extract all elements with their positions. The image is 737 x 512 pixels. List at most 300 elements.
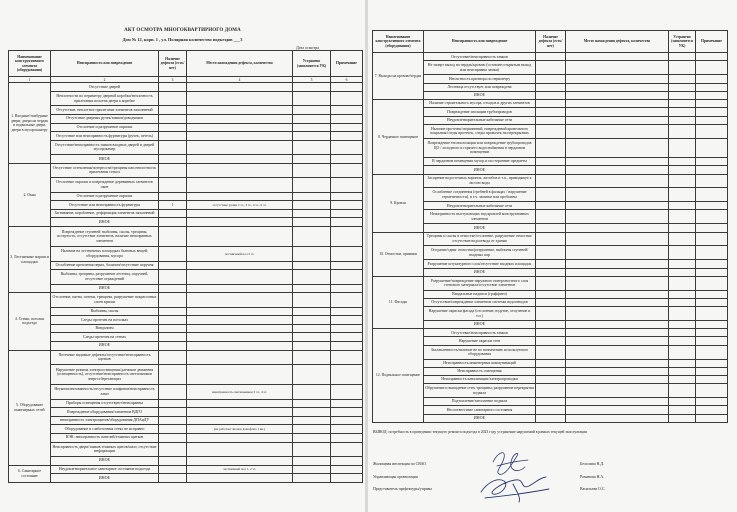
fixed-cell [669,210,696,224]
table-row [373,329,728,337]
conclusion-text: ВЫВОД: потребность в проведении текущего ремонта подъезда в 2023 году устранение нарушений в рамках текущей эксплуатации [373,430,588,434]
note-cell [331,474,363,483]
fixed-cell [669,298,696,306]
table-row [9,474,363,483]
defect-presence-cell [159,114,187,123]
fixed-cell [669,202,696,210]
table-row [9,284,363,293]
fixed-cell [669,91,696,99]
table-row [9,178,363,192]
fixed-cell [669,174,696,188]
section-label: 4. Стены, потолки подъезда [9,293,51,350]
note-cell [696,398,728,406]
fixed-cell [293,155,331,164]
defect-text: Потечные видимые дефекты/отсутствие/неисправность щитков [51,350,159,364]
defect-presence-cell [536,276,566,290]
defect-location-cell [566,268,669,276]
note-cell [696,320,728,328]
defect-location-cell: лестничный пол 5 эт. [187,247,293,261]
defect-text: Обрушение и выпадение стен, трещины, разрушение перекрытия подвала [424,384,536,398]
defect-presence-cell [536,210,566,224]
defect-location-cell [187,316,293,325]
defect-text: Разрушение/повреждение наружного поверхностного слоя стенового материала/отсутствие элементов [424,276,536,290]
note-cell [696,202,728,210]
defect-location-cell [566,398,669,406]
note-cell [331,226,363,246]
fixed-cell [293,270,331,284]
fixed-cell [293,192,331,201]
defect-location-cell: (не работает звонок домофона 1 кв.) [187,425,293,434]
other-defect-cell: ИНОЕ [51,284,159,293]
note-cell [331,270,363,284]
table-row [9,247,363,261]
defect-text: Неисправность канализации/электропроводки [424,376,536,384]
defect-presence-cell [536,124,566,138]
table-row [373,276,728,290]
defect-presence-cell [536,384,566,398]
inspection-table-right [372,30,728,423]
defect-presence-cell [159,284,187,293]
defect-text: Следы протечек на стенах [51,333,159,342]
note-cell [331,399,363,408]
defect-presence-cell [159,456,187,465]
header-defect: Неисправность или повреждение [51,51,159,77]
defect-location-cell [187,270,293,284]
defect-text: Засорение водосточных воронок, желобов и т.п., приводящее к застою воды [424,174,536,188]
fixed-cell [669,367,696,375]
defect-presence-cell [159,399,187,408]
defect-presence-cell [536,100,566,108]
defect-presence-cell [159,91,187,105]
defect-text: Отсутствие или неисправность фурнитуры (ручек, петель) [51,132,159,141]
note-cell [331,333,363,342]
defect-text: Неукомплектованность/отсутствие плафонов/неисправность ламп [51,385,159,399]
defect-text: Отсутствие остекления/потертости/трещины или неплотность прилегания стекол [51,163,159,177]
defect-presence-cell [536,61,566,75]
defect-location-cell [187,307,293,316]
fixed-cell [293,433,331,442]
note-cell [331,465,363,474]
table-row [9,140,363,154]
fixed-cell [669,329,696,337]
header-defect: Неисправность или повреждение [424,31,536,53]
table-row [9,307,363,316]
note-cell [331,324,363,333]
handwritten-signatures [473,448,553,504]
note-cell [696,337,728,345]
defect-location-cell [187,91,293,105]
fixed-cell [293,408,331,417]
header-location: Место нахождения дефекта, количество [187,51,293,77]
fixed-cell [293,226,331,246]
note-cell [696,276,728,290]
defect-text: Неудовлетворительное санитарное состояние подъезда [51,465,159,474]
defect-location-cell [187,474,293,483]
defect-presence-cell [536,202,566,210]
defect-text: Следы протечек на потолках [51,316,159,325]
fixed-cell [293,123,331,132]
note-cell [331,261,363,270]
defect-location-cell [187,192,293,201]
defect-location-cell [566,61,669,75]
defect-text: ВЭК: неисправность панелей/этажных щитков [51,433,159,442]
defect-presence-cell [536,376,566,384]
defect-text: Вандализм [51,324,159,333]
other-defect-cell: ИНОЕ [51,155,159,164]
defect-location-cell [566,298,669,306]
table-row [9,226,363,246]
defect-location-cell [187,155,293,164]
note-cell [331,408,363,417]
section-label: 5. Оборудование инженерных сетей [9,350,51,465]
header-presence: Наличие дефекта (есть/нет) [536,31,566,53]
fixed-cell [293,316,331,325]
table-row [373,414,728,422]
table-row [373,406,728,414]
note-cell [331,293,363,307]
defect-presence-cell [159,293,187,307]
defect-location-cell [566,166,669,174]
fixed-cell [669,166,696,174]
defect-text: Неисправность инженерных коммуникаций [424,359,536,367]
fixed-cell [293,442,331,456]
defect-presence-cell [159,416,187,425]
defect-location-cell [187,399,293,408]
header-fixed: Устранено (заполняется УК) [669,31,696,53]
table-row [373,83,728,91]
defect-presence-cell [159,155,187,164]
defect-location-cell [187,226,293,246]
defect-text: Неисправность освещения [424,367,536,375]
note-cell [331,385,363,399]
signatory-role: Жилищная инспекция по СВАО [373,462,427,466]
fixed-cell [669,320,696,328]
note-cell [331,316,363,325]
table-row [373,91,728,99]
table-row [373,232,728,246]
defect-location-cell [566,320,669,328]
defect-text: Захламленность/наличие не по назначению используемого оборудования [424,345,536,359]
note-cell [331,91,363,105]
defect-location-cell [566,108,669,116]
note-cell [331,178,363,192]
fixed-cell [669,376,696,384]
note-cell [696,268,728,276]
note-cell [696,406,728,414]
table-row [9,91,363,105]
other-defect-cell: ИНОЕ [51,341,159,350]
other-defect-cell: ИНОЕ [424,166,536,174]
document-subtitle: Дом № 12, корп. 1 , ул. Полярная количество подъездов ___3 [122,36,243,42]
note-cell [331,442,363,456]
table-row [373,100,728,108]
table-row [9,385,363,399]
defect-location-cell [566,414,669,422]
note-cell [696,91,728,99]
defect-presence-cell [159,218,187,227]
defect-presence-cell [159,341,187,350]
defect-location-cell [566,329,669,337]
table-row [373,116,728,124]
signature-1 [493,453,528,475]
note-cell [331,433,363,442]
defect-location-cell [566,260,669,268]
note-cell [696,124,728,138]
defect-presence-cell [536,398,566,406]
defect-location-cell [566,307,669,321]
fixed-cell [669,100,696,108]
header-presence: Наличие дефекта (есть/нет) [159,51,187,77]
defect-text: Неудовлетворительные кабельные сети [424,202,536,210]
table-row [373,384,728,398]
note-cell [331,350,363,364]
defect-text: Несоответствие санитарного состояния [424,406,536,414]
defect-presence-cell [159,474,187,483]
note-cell [331,192,363,201]
fixed-cell [669,337,696,345]
defect-presence-cell [536,337,566,345]
defect-location-cell [187,293,293,307]
defect-text: Наличие протечек/загрязнений, повреждений кровельного покрытия/следы протечек, следы промочек на перекрытиях [424,124,536,138]
page-right [368,0,737,512]
table-row [9,333,363,342]
defect-location-cell [187,261,293,270]
defect-presence-cell [159,106,187,115]
defect-location-cell [187,106,293,115]
fixed-cell [293,261,331,270]
fixed-cell [669,406,696,414]
note-cell [696,359,728,367]
defect-presence-cell [159,442,187,456]
signatory-name: Васильева О.С. [580,487,606,491]
section-label: 11. Фасады [373,276,424,328]
fixed-cell [669,359,696,367]
defect-location-cell [187,433,293,442]
defect-presence-cell [536,75,566,83]
defect-presence-cell [536,174,566,188]
column-number: 5 [293,77,331,83]
note-cell [696,83,728,91]
inspection-date-label: Дата осмотра [296,44,319,50]
note-cell [331,416,363,425]
note-cell [696,138,728,157]
defect-presence-cell [536,53,566,61]
fixed-cell [669,224,696,232]
defect-location-cell: неисправность светильников 3 эт., 4 эт. [187,385,293,399]
fixed-cell [669,398,696,406]
defect-location-cell [566,224,669,232]
other-defect-cell: ИНОЕ [424,320,536,328]
defect-presence-cell [536,406,566,414]
defect-location-cell [566,188,669,202]
document-title: АКТ ОСМОТРА МНОГОКВАРТИРНОГО ДОМА [124,28,241,33]
defect-location-cell [187,416,293,425]
note-cell [331,284,363,293]
table-row [373,174,728,188]
defect-location-cell [187,442,293,456]
note-cell [696,376,728,384]
note-cell [331,83,363,92]
note-cell [696,188,728,202]
defect-location-cell [566,345,669,359]
fixed-cell [293,474,331,483]
other-defect-cell: ИНОЕ [424,91,536,99]
table-row [373,359,728,367]
other-defect-cell: ИНОЕ [51,474,159,483]
column-number: 6 [331,77,363,83]
defect-location-cell [566,210,669,224]
fixed-cell [669,290,696,298]
table-row [373,224,728,232]
defect-presence-cell [536,290,566,298]
defect-presence-cell [159,83,187,92]
defect-location-cell [187,456,293,465]
note-cell [696,260,728,268]
defect-location-cell: отсутствие ручки 2 эт., 3 эт., 4 эт., 9 эт. [187,201,293,210]
defect-location-cell [187,364,293,384]
note-cell [696,384,728,398]
defect-text: Неудовлетворительные кабельные сети [424,116,536,124]
header-element: Наименование конструктивного элемента (оборудования) [373,31,424,53]
defect-presence-cell [536,188,566,202]
defect-presence-cell [536,138,566,157]
defect-location-cell [566,376,669,384]
defect-text: Отсутствие дверей [51,83,159,92]
defect-text: Отслоение, пятна, потеки, трещины, разрушение покрасочных слоев краски [51,293,159,307]
fixed-cell [293,178,331,192]
fixed-cell [669,276,696,290]
table-row [9,209,363,218]
note-cell [331,201,363,210]
defect-location-cell [566,83,669,91]
fixed-cell [293,163,331,177]
defect-location-cell [187,284,293,293]
note-cell [331,341,363,350]
defect-presence-cell [159,307,187,316]
table-row [373,75,728,83]
defect-presence-cell [536,246,566,260]
fixed-cell [293,247,331,261]
defect-text: Оседание/сдвиг отмостки/разрушение, выбоины ступеней/входных пар [424,246,536,260]
section-label: 12. Подвальное помещение [373,329,424,423]
table-row [9,408,363,417]
defect-location-cell [566,202,669,210]
signature-2 [481,477,549,502]
table-body-right [373,53,728,423]
table-row [373,158,728,166]
table-row [373,290,728,298]
table-row [373,376,728,384]
fixed-cell [293,114,331,123]
note-cell [696,158,728,166]
column-number: 3 [159,77,187,83]
other-defect-cell: ИНОЕ [424,224,536,232]
note-cell [696,53,728,61]
table-row [373,320,728,328]
defect-location-cell [566,276,669,290]
defect-text: Нарушение режима электроосвещения/датчиков движения (освещенность), отсутствие/неисправность светильников энергосберегающих [51,364,159,384]
defect-location-cell [187,140,293,154]
defect-presence-cell [536,307,566,321]
note-cell [696,224,728,232]
table-row [9,341,363,350]
fixed-cell [293,341,331,350]
table-row [9,163,363,177]
defect-presence-cell [159,123,187,132]
table-row [373,337,728,345]
note-cell [696,329,728,337]
fixed-cell [293,106,331,115]
fixed-cell [669,345,696,359]
defect-location-cell [187,341,293,350]
table-row [9,399,363,408]
other-defect-cell: ИНОЕ [424,268,536,276]
table-row [373,61,728,75]
defect-text: неисправность электрощитов/оборудования ДПАиДУ [51,416,159,425]
defect-presence-cell [159,465,187,474]
defect-presence-cell [159,350,187,364]
defect-presence-cell [536,260,566,268]
table-row [9,465,363,474]
fixed-cell [669,158,696,166]
defect-location-cell [566,174,669,188]
defect-text: Неисправность двери/замков этажных щитов/шахт, отсутствие информации [51,442,159,456]
fixed-cell [669,414,696,422]
defect-location-cell [187,209,293,218]
note-cell [331,140,363,154]
defect-presence-cell [159,209,187,218]
defect-text: Неисправность выступающих над кровлей конструктивных элементов [424,210,536,224]
defect-location-cell [187,324,293,333]
defect-presence-cell [536,232,566,246]
defect-presence-cell [159,324,187,333]
note-cell [696,166,728,174]
defect-text: Подтопление/затопление подвала [424,398,536,406]
table-row [9,316,363,325]
signatory-role: Управляющая организация [373,475,418,479]
defect-text: Повреждение теплоизоляции или повреждение трубопроводов ЦО / холодного и горячего водоснабжения в чердачном помещении [424,138,536,157]
fixed-cell [293,209,331,218]
note-cell [696,61,728,75]
note-cell [331,218,363,227]
fixed-cell [293,218,331,227]
defect-location-cell: лестничный пол 1, 2 эт. [187,465,293,474]
defect-presence-cell [536,91,566,99]
fixed-cell [669,53,696,61]
defect-location-cell [566,158,669,166]
defect-location-cell [566,53,669,61]
note-cell [331,123,363,132]
note-cell [696,210,728,224]
column-number: 4 [187,77,293,83]
defect-presence-cell [159,178,187,192]
note-cell [696,174,728,188]
table-row [373,108,728,116]
note-cell [331,132,363,141]
defect-location-cell [187,123,293,132]
defect-location-cell [187,178,293,192]
defect-text: Неплотность притвора по периметру [424,75,536,83]
table-row [9,192,363,201]
fixed-cell [293,399,331,408]
defect-location-cell [566,359,669,367]
defect-text: Ослабление крепления перил, балясин/отсутствие поручня [51,261,159,270]
note-cell [696,116,728,124]
note-cell [696,345,728,359]
table-row [373,202,728,210]
defect-text: Повреждение изоляции трубопроводов [424,108,536,116]
defect-location-cell [566,367,669,375]
